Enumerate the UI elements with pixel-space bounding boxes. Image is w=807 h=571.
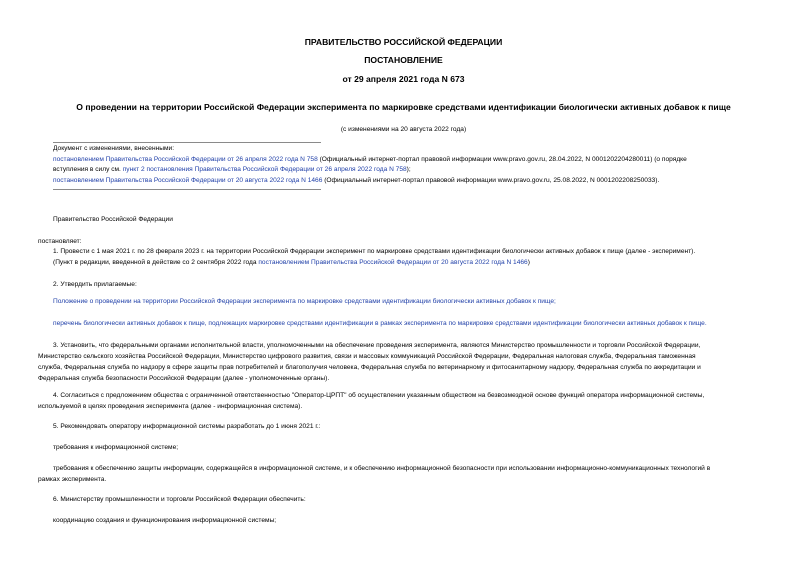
divider-bottom xyxy=(53,189,321,190)
paragraph-1-note-end: ) xyxy=(527,259,530,266)
amendment-item-1-cont xyxy=(53,164,411,175)
paragraph-1-note xyxy=(53,257,530,268)
decrees-line: постановляет: xyxy=(38,238,82,245)
amendment-text-758-end: ); xyxy=(406,166,411,173)
amendment-text-758: (Официальный интернет-портал правовой информации www.pravo.gov.ru, 28.04.2022, N 0001202204280011) (о порядке xyxy=(317,156,687,163)
paragraph-5-item-b-line-2: рамках эксперимента. xyxy=(38,476,107,483)
amendment-link-1466[interactable]: постановлением Правительства Российской Федерации от 20 августа 2022 года N 1466 xyxy=(53,177,323,184)
paragraph-1: 1. Провести с 1 мая 2021 г. по 28 февраля 2023 г. на территории Российской Федерации эксперимент по маркировке средствами идентификации биологически активных добавок к пище (далее - эксперимент). xyxy=(53,248,696,255)
amendments-intro: Документ с изменениями, внесенными: xyxy=(53,145,175,152)
amendment-text-1466: (Официальный интернет-портал правовой информации www.pravo.gov.ru, 25.08.2022, N 0001202208250033). xyxy=(322,177,660,184)
paragraph-1-note-link[interactable]: постановлением Правительства Российской Федерации от 20 августа 2022 года N 1466 xyxy=(258,259,528,266)
amendment-item-2 xyxy=(53,175,659,186)
paragraph-3-line-2: Министерство сельского хозяйства Российской Федерации, Министерство цифрового развития, связи и массовых коммуникаций Российской Федерации, Федеральная налоговая служба, Федеральная таможенная xyxy=(38,353,696,360)
paragraph-5-item-a: требования к информационной системе; xyxy=(53,444,179,451)
amendment-text-758-cont: вступления в силу см. xyxy=(53,166,123,173)
paragraph-3-line-1: 3. Установить, что федеральными органами исполнительной власти, уполномоченными на обеспечение проведения эксперимента, являются Министерство промышленности и торговли Российской Федерации, xyxy=(53,342,701,349)
regulation-link[interactable]: Положение о проведении на территории Российской Федерации эксперимента по маркировке средствами идентификации биологически активных добавок к пище; xyxy=(53,298,556,305)
document-type: ПОСТАНОВЛЕНИЕ xyxy=(364,55,443,65)
paragraph-6-item-a: координацию создания и функционирования информационной системы; xyxy=(53,517,277,524)
supplements-list-link[interactable]: перечень биологически активных добавок к пище, подлежащих маркировке средствами идентификации в рамках эксперимента по маркировке средствами идентификации биологически активных добавок к пище. xyxy=(53,320,707,327)
paragraph-6: 6. Министерству промышленности и торговли Российской Федерации обеспечить: xyxy=(53,496,306,503)
amendment-link-758-p2[interactable]: пункт 2 постановления Правительства Российской Федерации от 26 апреля 2022 года N 758 xyxy=(122,166,407,173)
paragraph-2: 2. Утвердить прилагаемые: xyxy=(53,281,137,288)
paragraph-5: 5. Рекомендовать оператору информационной системы разработать до 1 июня 2021 г.: xyxy=(53,423,321,430)
government-line: Правительство Российской Федерации xyxy=(53,216,173,223)
paragraph-4-line-2: используемой в целях проведения эксперимента (далее - информационная система). xyxy=(38,403,303,410)
paragraph-3-line-3: служба, Федеральная служба по надзору в сфере защиты прав потребителей и благополучия человека, Федеральная служба по ветеринарному и фитосанитарному надзору, Федеральная служба по аккредитации и xyxy=(38,364,701,371)
paragraph-4-line-1: 4. Согласиться с предложением общества с ограниченной ответственностью "Оператор-ЦРПТ" об осуществлении указанным обществом на безвозмездной основе функций оператора информационной системы, xyxy=(53,392,705,399)
paragraph-1-note-text: (Пункт в редакции, введенной в действие со 2 сентября 2022 года xyxy=(53,259,259,266)
amendment-link-758[interactable]: постановлением Правительства Российской Федерации от 26 апреля 2022 года N 758 xyxy=(53,156,318,163)
issuing-authority: ПРАВИТЕЛЬСТВО РОССИЙСКОЙ ФЕДЕРАЦИИ xyxy=(304,37,503,47)
revision-note: (с изменениями на 20 августа 2022 года) xyxy=(340,126,467,133)
document-title: О проведении на территории Российской Федерации эксперимента по маркировке средствами идентификации биологически активных добавок к пище xyxy=(76,102,731,112)
document-date-number: от 29 апреля 2021 года N 673 xyxy=(342,74,465,84)
paragraph-5-item-b-line-1: требования к обеспечению защиты информации, содержащейся в информационной системе, и к обеспечению информационной безопасности при использовании информационно-коммуникационных технологий в xyxy=(53,465,711,472)
paragraph-3-line-4: Федеральная служба безопасности Российской Федерации (далее - уполномоченные органы). xyxy=(38,375,330,382)
